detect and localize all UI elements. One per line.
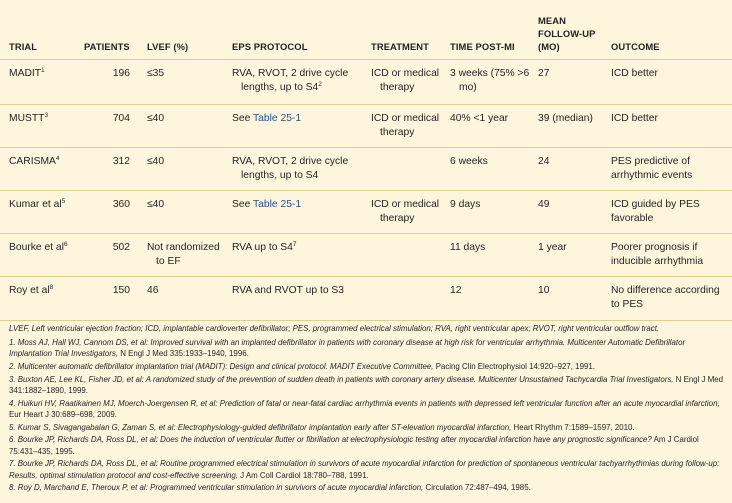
- cell-outcome: PES predictive of arrhythmic events: [611, 155, 693, 181]
- cell-trial: Kumar et $al^5$: [9, 197, 66, 210]
- cell-treatment: [368, 276, 447, 320]
- cell-outcome: Poorer prognosis if inducible arrhythmia: [611, 241, 704, 267]
- cell-follow-up: 49: [538, 198, 550, 210]
- cell-lvef: Not randomized to EF: [147, 241, 220, 267]
- cell-time-post-mi: 12: [450, 284, 462, 296]
- cell-follow-up: 27: [538, 67, 550, 79]
- cell-eps-protocol: See Table 25-1: [232, 198, 302, 210]
- cell-patients: 704: [112, 112, 130, 124]
- footnote-5: 5. Kumar S, Sivagangabalan G, Zaman S, et al: Electrophysiology-guided defibrillator implantation early after ST-elevation myocardial infarction, Heart Rhythm 7:1589–1597, 2010.: [9, 422, 635, 432]
- table-row-madit: [0, 59, 732, 104]
- header-treatment: TREATMENT: [371, 40, 430, 52]
- footnote-8: 8. Roy D, Marchand E, Theroux P, et al: Programmed ventricular stimulation in survivors of acute myocardial infarction, Circulation 72:487–494, 1985.: [9, 483, 531, 493]
- cell-eps-protocol: RVA and RVOT up to S3: [232, 284, 345, 296]
- cell-trial: MUSTT$^3$: [9, 111, 49, 124]
- cell-treatment: ICD or medical therapy: [371, 112, 440, 138]
- cell-time-post-mi: 3 weeks (75% >6 mo): [450, 67, 530, 93]
- cell-time-post-mi: 11 days: [450, 241, 486, 253]
- header-trial: TRIAL: [9, 40, 38, 52]
- cell-treatment: [368, 147, 447, 190]
- cell-patients: 312: [112, 155, 130, 167]
- cell-trial: MADIT$^1$: [9, 66, 45, 79]
- cell-eps-protocol: RVA, RVOT, 2 drive cycle lengths, up to $S4^2$: [232, 67, 349, 93]
- cell-lvef: ≤40: [147, 112, 165, 124]
- cell-eps-protocol: RVA, RVOT, 2 drive cycle lengths, up to S4: [232, 155, 349, 181]
- cell-time-post-mi: 40% <1 year: [450, 112, 509, 124]
- table-25-1-link[interactable]: Table 25-1: [253, 112, 302, 124]
- cell-time-post-mi: 6 weeks: [450, 155, 488, 167]
- cell-lvef: 46: [147, 284, 159, 296]
- cell-patients: 196: [112, 67, 130, 79]
- footnote-4: 4. Huikuri HV, Raatikainen MJ, Moerch-Joergensen R, et al: Prediction of fatal or near-fatal cardiac arrhythmia events in patients with depressed left ventricular function after an acute myocardial infarction, Eur Heart J 30:689–698, 2009.: [9, 398, 720, 419]
- cell-treatment: [368, 233, 447, 276]
- cell-follow-up: 10: [538, 284, 550, 296]
- cell-outcome: ICD better: [611, 112, 658, 124]
- table-25-1-link[interactable]: Table 25-1: [253, 198, 302, 210]
- cell-patients: 360: [112, 198, 130, 210]
- cell-trial: CARISMA$^4$: [9, 154, 60, 167]
- footnote-7: 7. Bourke JP, Richards DA, Ross DL, et al: Routine programmed electrical stimulation in survivors of acute myocardial infarction for prediction of spontaneous ventricular tachyarrhythmias during follow-up: Results, optimal stimulation protocol and cost-effective screening, J Am Coll Cardiol 18:780–788, 1991.: [9, 459, 720, 480]
- cell-eps-protocol: See Table 25-1: [232, 112, 302, 124]
- table-row-kumar: [0, 190, 732, 233]
- cell-trial: Bourke et $al^6$: [9, 240, 68, 253]
- header-row: [0, 0, 732, 59]
- footnote-2: 2. Multicenter automatic defibrillator implantation trial (MADIT): Design and clinical protocol. MADIT Executive Committee, Pacing Clin Electrophysiol 14:920–927, 1991.: [9, 361, 595, 371]
- cell-outcome: ICD guided by PES favorable: [611, 198, 700, 224]
- cell-lvef: ≤35: [147, 67, 165, 79]
- table-row-carisma: [0, 147, 732, 190]
- header-mean-follow-up: MEAN FOLLOW-UP (MO): [538, 14, 596, 52]
- cell-lvef: ≤40: [147, 198, 165, 210]
- table-row-mustt: [0, 104, 732, 147]
- header-patients: PATIENTS: [84, 40, 130, 52]
- cell-eps-protocol: RVA up to $S4^7$: [232, 240, 297, 253]
- cell-lvef: ≤40: [147, 155, 165, 167]
- header-eps-protocol: EPS PROTOCOL: [232, 40, 308, 52]
- cell-outcome: No difference according to PES: [611, 284, 720, 310]
- cell-outcome: ICD better: [611, 67, 658, 79]
- cell-treatment: ICD or medical therapy: [371, 198, 440, 224]
- cell-time-post-mi: 9 days: [450, 198, 481, 210]
- footnote-3: 3. Buxton AE, Lee KL, Fisher JD, et al: A randomized study of the prevention of sudden death in patients with coronary artery disease. Multicenter Unsustained Tachycardia Trial Investigators, N Engl J Med 341:1882–1890, 1999.: [9, 374, 724, 395]
- cell-patients: 150: [112, 284, 130, 296]
- cell-treatment: ICD or medical therapy: [371, 67, 440, 93]
- table-row-roy: [0, 276, 732, 320]
- cell-trial: Roy et $al^8$: [9, 283, 54, 296]
- header-outcome: OUTCOME: [611, 40, 660, 52]
- cell-patients: 502: [112, 241, 130, 253]
- cell-follow-up: 1 year: [538, 241, 567, 253]
- abbreviations-note: LVEF, Left ventricular ejection fraction; ICD, implantable cardioverter defibrillator; PES, programmed electrical stimulation; RVA, right ventricular apex; RVOT, right ventricular outflow tract.: [9, 324, 660, 333]
- cell-follow-up: 39 (median): [538, 112, 593, 124]
- table-footnotes: [9, 323, 727, 495]
- footnote-1: 1. Moss AJ, Hall WJ, Cannom DS, et al: Improved survival with an implanted defibrillator in patients with coronary disease at high risk for ventricular arrhythmia. Multicenter Automatic Defibrillator Implantation Trial Investigators, N Engl J Med 335:1933–1940, 1996.: [9, 337, 686, 358]
- header-time-post-mi: TIME POST-MI: [450, 40, 515, 52]
- table-row-bourke: [0, 233, 732, 276]
- cell-follow-up: 24: [538, 155, 550, 167]
- header-lvef: LVEF (%): [147, 40, 189, 52]
- footnote-6: 6. Bourke JP, Richards DA, Ross DL, et al: Does the induction of ventricular flutter or fibrillation at electrophysiologic testing after myocardial infarction have any prognostic significance? Am J Cardiol 75:431–435, 1995.: [9, 435, 699, 456]
